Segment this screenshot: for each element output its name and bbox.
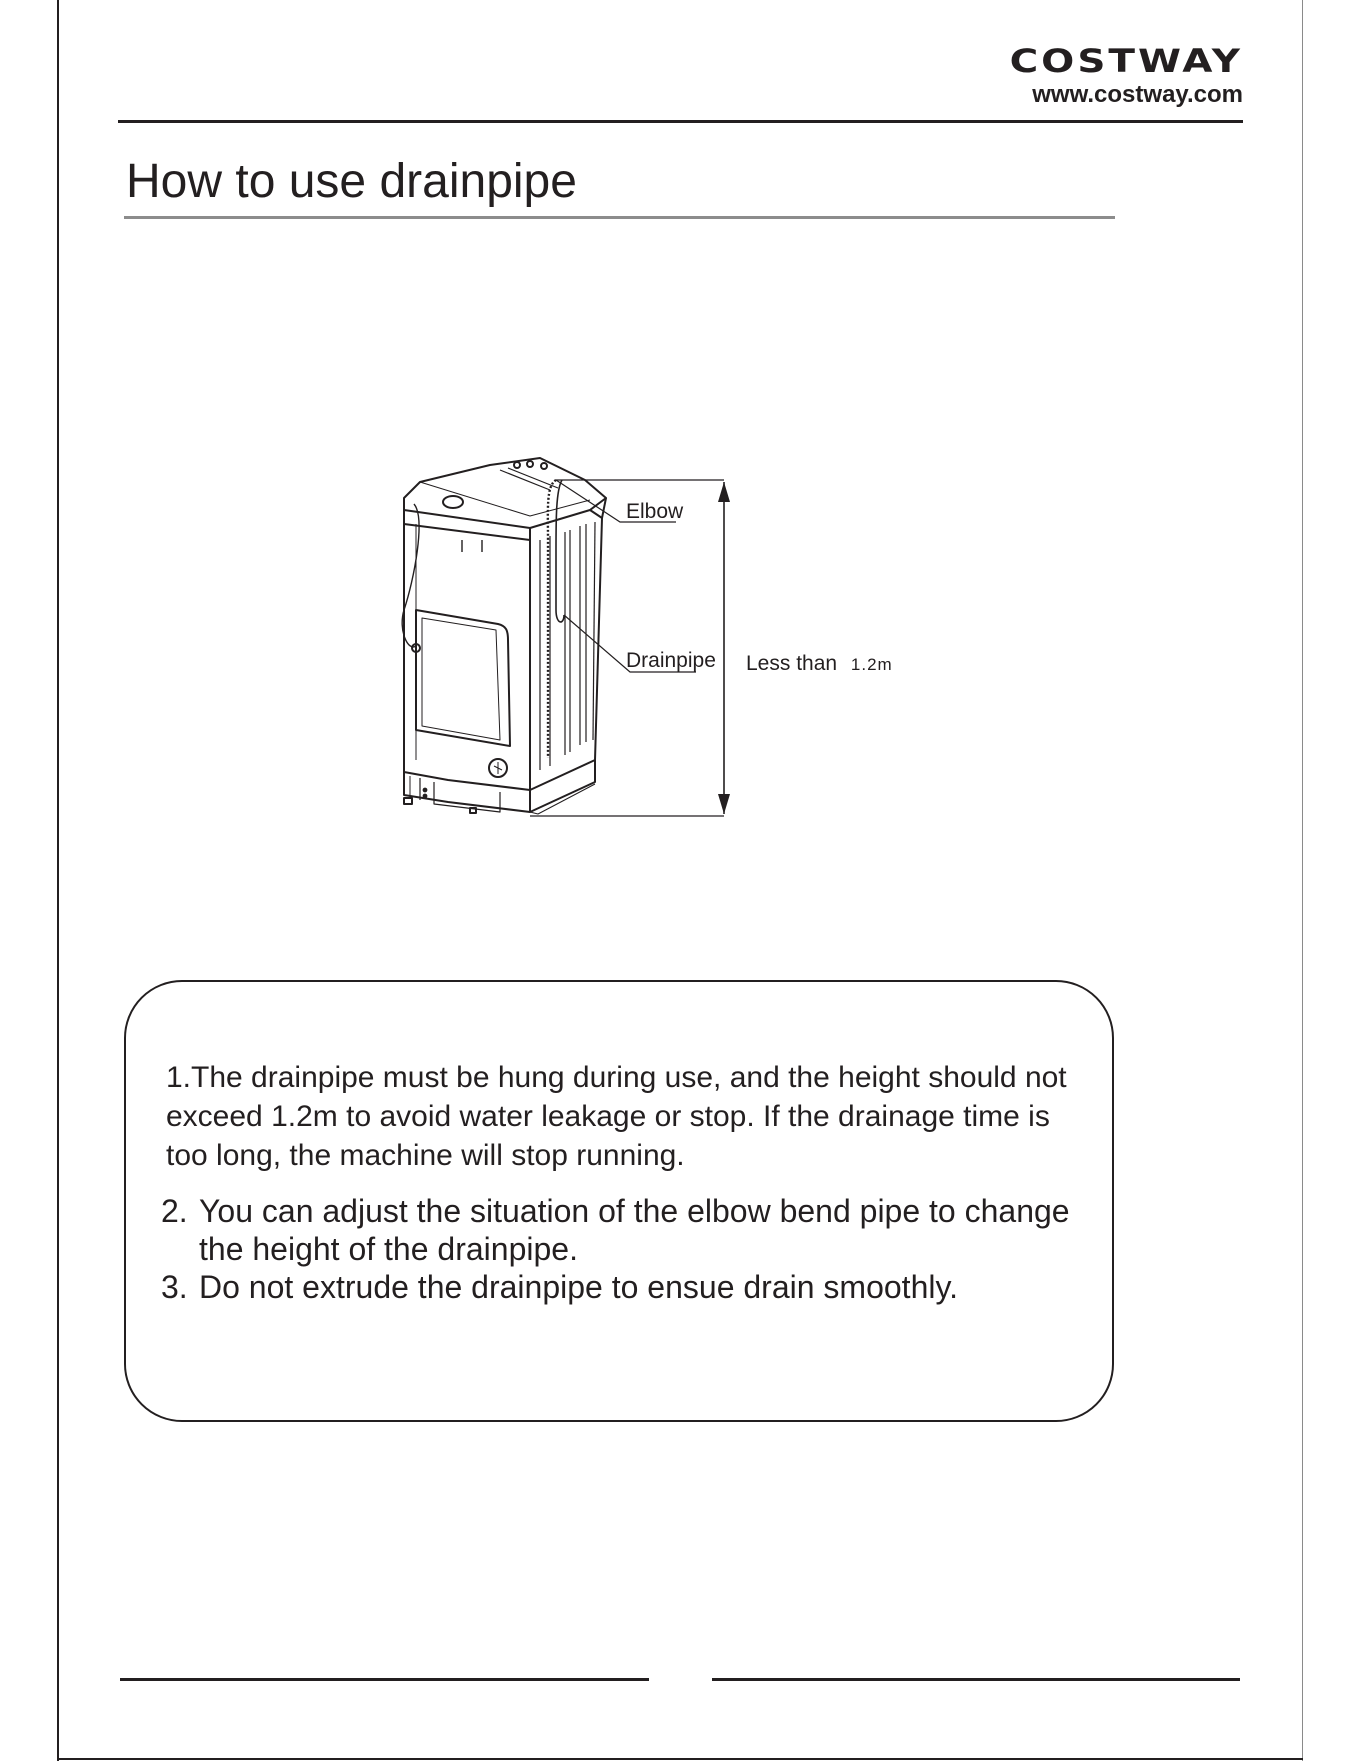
instruction-text: You can adjust the situation of the elbow bend pipe to change the height of the drainpipe. [199, 1193, 1070, 1267]
elbow-label: Elbow [626, 500, 684, 523]
instruction-list [161, 1192, 1091, 1306]
height-limit-prefix: Less than [746, 652, 838, 675]
title-rule [124, 216, 1115, 219]
page-title: How to use drainpipe [126, 155, 577, 208]
page-border-right [1302, 0, 1303, 1761]
header-rule [118, 120, 1243, 123]
instruction-number: 2. [161, 1193, 188, 1229]
height-limit-label [746, 652, 893, 675]
brand-url: www.costway.com [1032, 81, 1243, 108]
footer-rule-right [712, 1678, 1240, 1681]
instruction-1: 1.The drainpipe must be hung during use, and the height should not exceed 1.2m to avoid water leakage or stop. If the drainage time is too long, the machine will stop running. [166, 1061, 1067, 1172]
page-border-left [57, 0, 59, 1761]
brand-logo: COSTWAY [1009, 43, 1243, 81]
instruction-text: Do not extrude the drainpipe to ensue drain smoothly. [199, 1269, 958, 1305]
instructions-box [124, 980, 1114, 1422]
drainpipe-label: Drainpipe [626, 649, 716, 672]
washing-machine-diagram [380, 440, 1000, 880]
instruction-number: 3. [161, 1269, 188, 1305]
instruction-2 [161, 1192, 1091, 1268]
height-dimension-arrow [718, 482, 730, 814]
height-limit-value: 1.2m [850, 655, 893, 674]
washing-machine-illustration [402, 458, 606, 814]
footer-rule-left [120, 1678, 649, 1681]
brand-header [1009, 43, 1243, 108]
instruction-3 [161, 1268, 1091, 1306]
page-border-bottom [57, 1758, 1303, 1760]
callout-leaders [530, 480, 724, 816]
